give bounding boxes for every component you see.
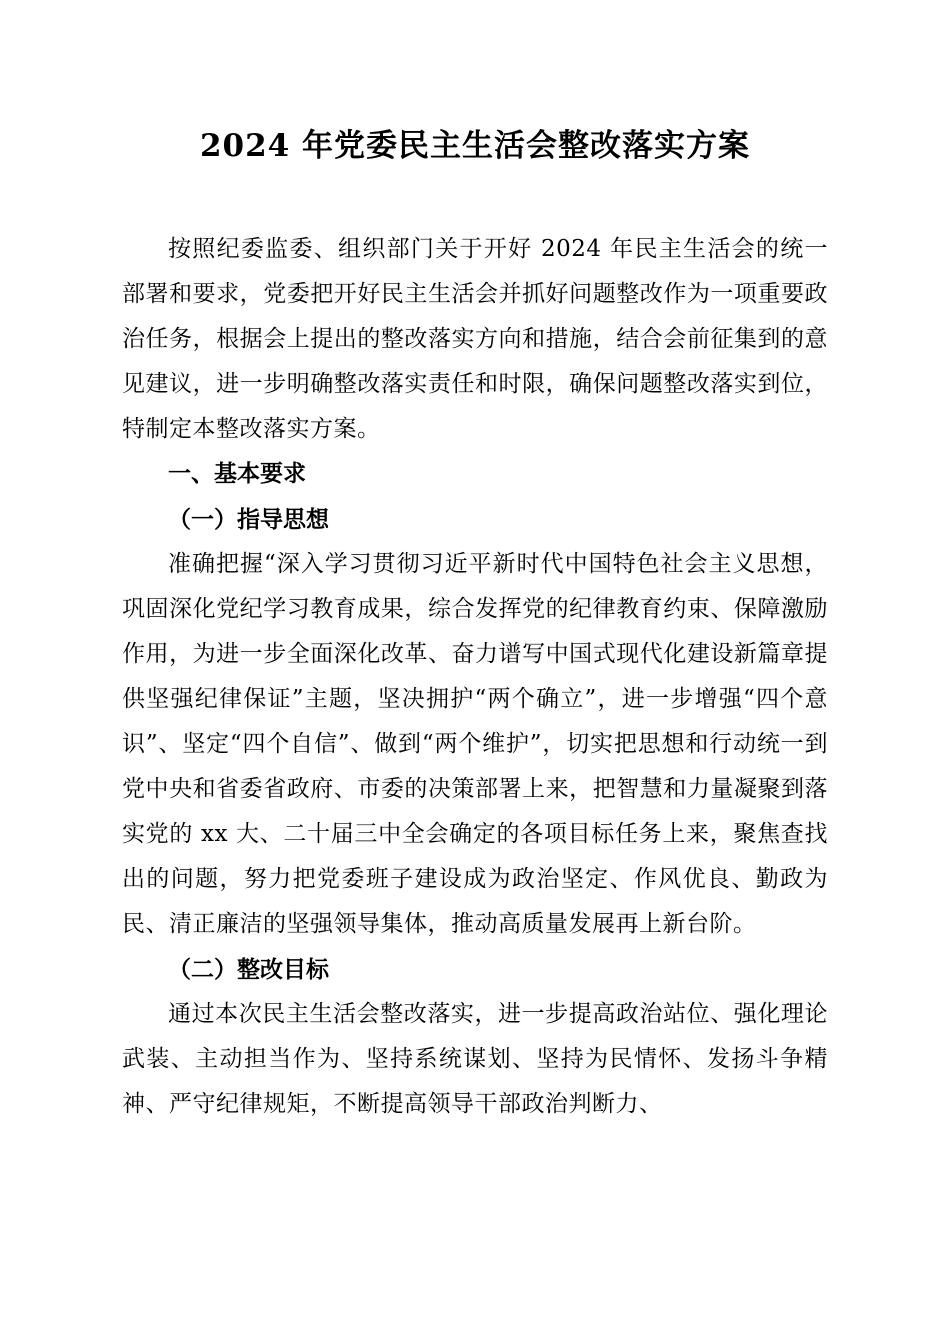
paragraph-rectification-goals: 通过本次民主生活会整改落实，进一步提高政治站位、强化理论武装、主动担当作为、坚持系统谋划、坚持为民情怀、发扬斗争精神、严守纪律规矩，不断提高领导干部政治判断力、 — [122, 1001, 828, 1117]
document-title: 2024 年党委民主生活会整改落实方案 — [199, 128, 751, 164]
heading-basic-requirements: 一、基本要求 — [168, 461, 306, 487]
paragraph-guiding-ideology: 准确把握“深入学习贯彻习近平新时代中国特色社会主义思想，巩固深化党纪学习教育成果，综合发挥党的纪律教育约束、保障激励作用，为进一步全面深化改革、奋力谱写中国式现代化建设新篇章提供坚强纪律保证”主题，坚决拥护“两个确立”，进一步增强“四个意识”、坚定“四个自信”、做到“两个维护”，切实把思想和行动统一到党中央和省委省政府、市委的决策部署上来，把智慧和力量凝聚到落实党的 xx 大、二十届三中全会确定的各项目标任务上来，聚焦查找出的问题，努力把党委班子建设成为政治坚定、作风优良、勤政为民、清正廉洁的坚强领导集体，推动高质量发展再上新台阶。 — [122, 551, 828, 937]
subheading-rectification-goals: （二）整改目标 — [168, 956, 329, 983]
paragraph-intro: 按照纪委监委、组织部门关于开好 2024 年民主生活会的统一部署和要求，党委把开好民主生活会并抓好问题整改作为一项重要政治任务，根据会上提出的整改落实方向和措施，结合会前征集到的意见建议，进一步明确整改落实责任和时限，确保问题整改落实到位，特制定本整改落实方案。 — [122, 236, 828, 442]
subheading-guiding-ideology: （一）指导思想 — [168, 506, 329, 533]
